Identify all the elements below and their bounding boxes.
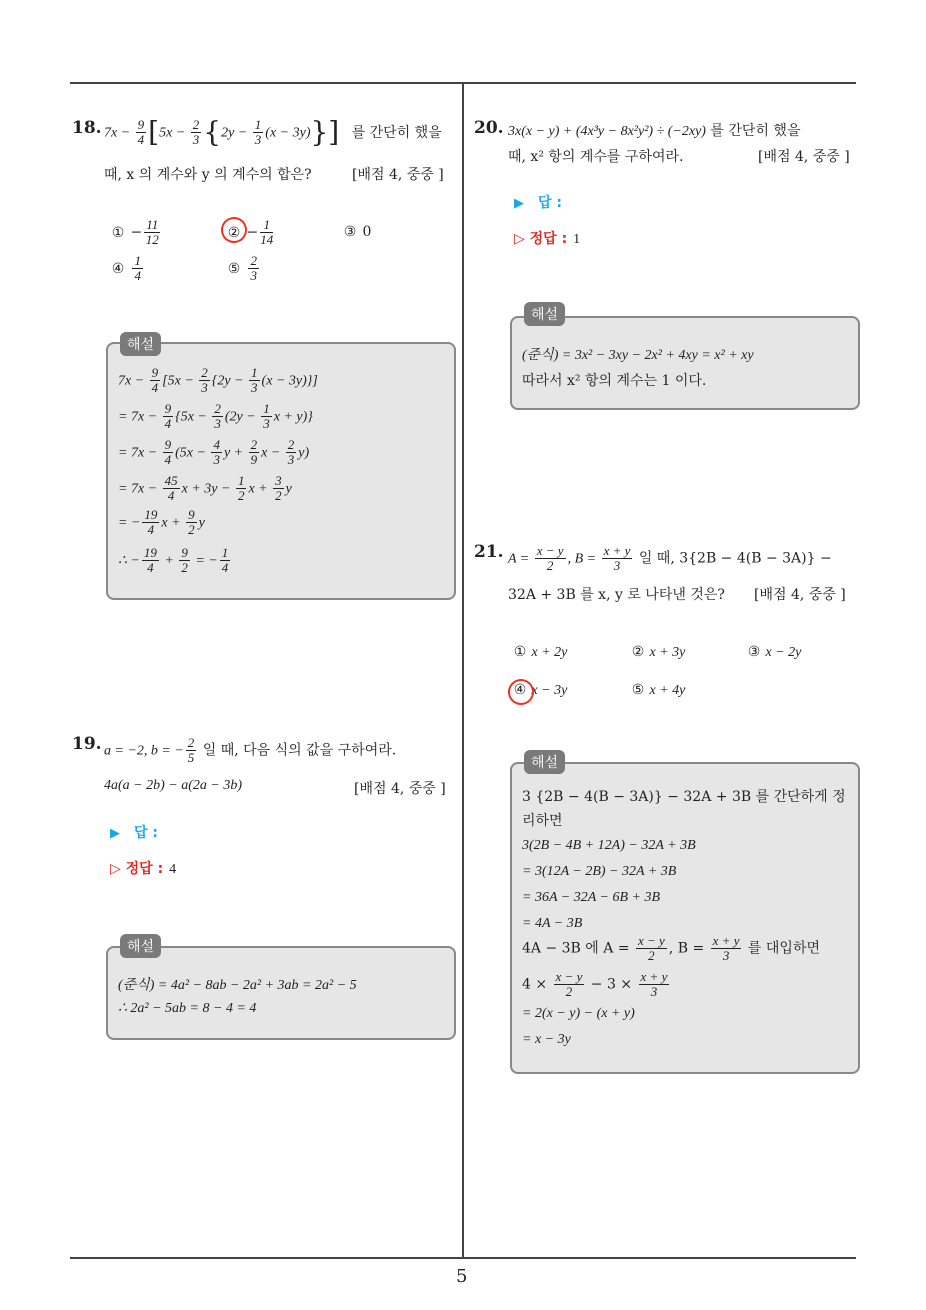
solution-line-2: ∴ 2a² − 5ab = 8 − 4 = 4 (118, 1001, 257, 1016)
option-4[interactable]: ④ x − 3y (513, 683, 568, 698)
page-number: 5 (456, 1266, 468, 1287)
question-18-text: 를 간단히 했을 (351, 124, 442, 141)
option-5[interactable]: ⑤ x + 4y (631, 683, 686, 698)
option-3[interactable]: ③ 0 (343, 224, 372, 240)
solution-line-1: 7x − $\frac{9}{4}$ [5x − $\frac{2}{3}$ {2y − $\frac{1}{3}$ (x − 3y)}] (118, 365, 318, 395)
column-divider (462, 84, 464, 1258)
option-4[interactable]: ④ $\frac{1}{4}$ (111, 253, 141, 283)
solution-line-10: = x − 3y (522, 1032, 571, 1047)
question-20-meta: [배점 4, 중중 ] (758, 149, 850, 165)
question-19-line1: a = −2, b = − $\frac{2}{5}$ 일 때, 다음 식의 값을 구하여라. (104, 735, 397, 765)
question-21-line1: A = $\frac{x - y}{2}$ , B = $\frac{x + y}{3}$ 일 때, 3{2B − 4(B − 3A)} − (508, 543, 832, 573)
question-number: 18. (72, 118, 102, 138)
solution-line-2: 리하면 (522, 813, 563, 829)
question-19-expression: 4a(a − 2b) − a(2a − 3b) (104, 778, 242, 793)
play-icon: ▶ (514, 196, 524, 211)
solution-line-4: = 7x − $\frac{45}{4}$ x + 3y − $\frac{1}{2}$ x + $\frac{3}{2}$ y (118, 473, 292, 503)
question-18-meta: [배점 4, 중중 ] (352, 167, 444, 183)
solution-line-9: = 2(x − y) − (x + y) (522, 1006, 635, 1021)
question-number: 20. (474, 118, 504, 138)
correct-answer: ▷ 정답 : 1 (514, 231, 581, 247)
question-number: 21. (474, 542, 504, 562)
solution-tag: 해설 (120, 934, 161, 958)
solution-line-1: 3 {2B − 4(B − 3A)} − 32A + 3B 를 간단하게 정 (522, 789, 846, 805)
solution-line-2: 따라서 x² 항의 계수는 1 이다. (522, 373, 707, 389)
question-18-expression: 7x − $\frac{9}{4}$ [5x − $\frac{2}{3}$ {2y − $\frac{1}{3}$ (x − 3y)}] 를 간단히 했을 (104, 115, 442, 149)
question-number: 19. (72, 734, 102, 754)
solution-line-5: = − $\frac{19}{4}$ x + $\frac{9}{2}$ y (118, 507, 205, 537)
solution-line-6: = 4A − 3B (522, 916, 583, 931)
question-21-line2: 32A + 3B 를 x, y 로 나타낸 것은? (508, 587, 725, 603)
solution-line-3: 3(2B − 4B + 12A) − 32A + 3B (522, 838, 696, 853)
option-2[interactable]: ② x + 3y (631, 645, 686, 660)
solution-line-6: ∴ − $\frac{19}{4}$ + $\frac{9}{2}$ = − $\frac{1}{4}$ (118, 545, 229, 575)
option-1[interactable]: ① − $\frac{11}{12}$ (111, 217, 159, 247)
solution-tag: 해설 (120, 332, 161, 356)
solution-line-1: (준식) = 3x² − 3xy − 2x² + 4xy = x² + xy (522, 348, 754, 363)
answer-field[interactable]: ▶ 답 : (110, 825, 158, 841)
selected-answer-mark (505, 676, 537, 708)
triangle-icon: ▷ (514, 231, 530, 247)
question-19-meta: [배점 4, 중중 ] (354, 781, 446, 797)
bottom-rule (70, 1257, 856, 1259)
option-5[interactable]: ⑤ $\frac{2}{3}$ (227, 253, 257, 283)
triangle-icon: ▷ (110, 861, 126, 877)
question-20-line2: 때, x² 항의 계수를 구하여라. (508, 149, 684, 165)
solution-line-1: (준식) = 4a² − 8ab − 2a² + 3ab = 2a² − 5 (118, 978, 357, 993)
correct-answer: ▷ 정답 : 4 (110, 861, 177, 877)
option-1[interactable]: ① x + 2y (513, 645, 568, 660)
question-18-line2: 때, x 의 계수와 y 의 계수의 합은? (104, 167, 312, 183)
solution-line-4: = 3(12A − 2B) − 32A + 3B (522, 864, 677, 879)
answer-field[interactable]: ▶ 답 : (514, 195, 562, 211)
solution-line-3: = 7x − $\frac{9}{4}$ (5x − $\frac{4}{3}$ y + $\frac{2}{9}$ x − $\frac{2}{3}$ y) (118, 437, 310, 467)
question-21-meta: [배점 4, 중중 ] (754, 587, 846, 603)
solution-tag: 해설 (524, 750, 565, 774)
solution-line-8: 4 × $\frac{x - y}{2}$ − 3 × $\frac{x + y}{3}$ (522, 969, 668, 999)
solution-line-2: = 7x − $\frac{9}{4}$ {5x − $\frac{2}{3}$ (2y − $\frac{1}{3}$ x + y)} (118, 401, 313, 431)
solution-line-7: 4A − 3B 에 A = $\frac{x - y}{2}$ , B = $\frac{x + y}{3}$ 를 대입하면 (522, 933, 820, 963)
option-3[interactable]: ③ x − 2y (747, 645, 802, 660)
play-icon: ▶ (110, 826, 120, 841)
solution-line-5: = 36A − 32A − 6B + 3B (522, 890, 660, 905)
question-20-line1: 3x(x − y) + (4x³y − 8x²y²) ÷ (−2xy) 를 간단히 했을 (508, 123, 801, 139)
option-2[interactable]: ② − $\frac{1}{14}$ (227, 217, 274, 247)
solution-tag: 해설 (524, 302, 565, 326)
